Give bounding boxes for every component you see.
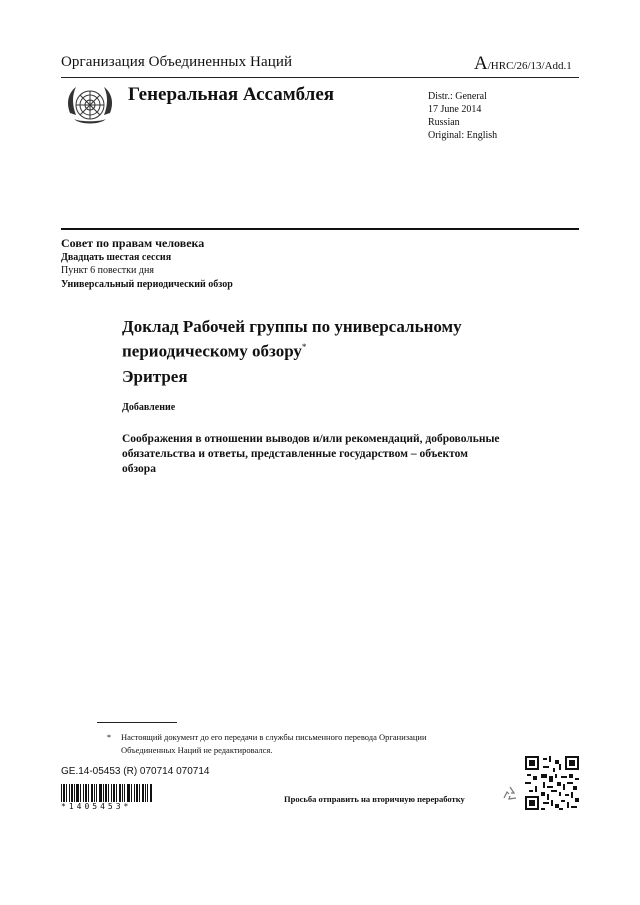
section-rule <box>61 228 579 230</box>
ge-number: GE.14-05453 (R) 070714 070714 <box>61 766 210 777</box>
footnote <box>97 731 517 757</box>
distribution-block <box>428 90 497 142</box>
distr-line: Distr.: General <box>428 91 487 102</box>
council-block <box>61 237 233 291</box>
footnote-line-2: Объединенных Наций не редактировался. <box>121 745 273 755</box>
addendum-label: Добавление <box>122 402 176 413</box>
footnote-rule <box>97 722 177 723</box>
symbol-rest: /HRC/26/13/Add.1 <box>487 60 572 72</box>
original-language-line: Original: English <box>428 130 498 141</box>
general-assembly-title: Генеральная Ассамблея <box>128 84 335 105</box>
barcode-text: *1405453* <box>61 802 132 811</box>
recycle-note: Просьба отправить на вторичную переработку <box>284 794 465 804</box>
footnote-marker: * <box>301 342 307 352</box>
document-symbol <box>474 54 572 73</box>
footnote-line-1: Настоящий документ до его передачи в службы письменного перевода Организации <box>121 732 427 742</box>
footnote-mark: * <box>106 732 112 742</box>
organization-name: Организация Объединенных Наций <box>61 54 293 70</box>
recycle-icon <box>500 784 520 804</box>
un-emblem-icon <box>62 83 118 131</box>
header-rule <box>61 77 579 78</box>
language-line: Russian <box>428 117 460 128</box>
barcode-icon <box>61 784 153 802</box>
topic-label: Универсальный периодический обзор <box>61 278 233 290</box>
date-line: 17 June 2014 <box>428 104 482 115</box>
session-label: Двадцать шестая сессия <box>61 251 172 263</box>
symbol-prefix: A <box>474 53 488 74</box>
council-name: Совет по правам человека <box>61 236 205 250</box>
agenda-item: Пункт 6 повестки дня <box>61 265 154 276</box>
country-name: Эритрея <box>122 367 188 386</box>
qr-code-icon <box>525 756 579 810</box>
report-title-text: Доклад Рабочей группы по универсальному периодическому обзору <box>122 317 462 361</box>
report-subtitle: Соображения в отношении выводов и/или рекомендаций, добровольные обязательства и ответы, представленные государством – объектом обзора <box>122 433 500 475</box>
report-title <box>122 316 522 362</box>
